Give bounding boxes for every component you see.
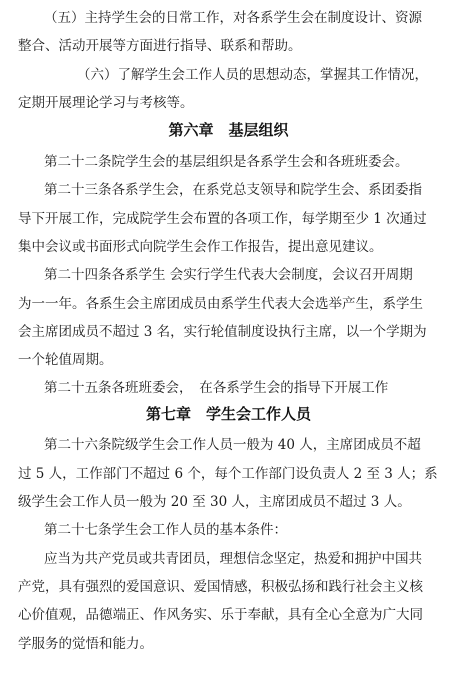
article-23-line-3: 集中会议或书面形式向院学生会作工作报告，提出意见建议。 (18, 239, 383, 255)
article-26-line-3: 级学生会工作人员一般为 20 至 30 人，主席团成员不超过 3 人。 (18, 494, 411, 510)
article-23-line-2: 导下开展工作，完成院学生会布置的各项工作，每学期至少 1 次通过 (18, 211, 427, 227)
item-5-line-1: （五）主持学生会的日常工作，对各系学生会在制度设计、资源 (44, 10, 422, 26)
conditions-line-4: 学服务的觉悟和能力。 (18, 636, 153, 652)
article-22: 第二十二条院学生会的基层组织是各系学生会和各班班委会。 (44, 154, 409, 170)
article-27: 第二十七条学生会工作人员的基本条件： (44, 522, 287, 538)
conditions-line-1: 应当为共产党员或共青团员，理想信念坚定，热爱和拥护中国共 (44, 551, 422, 567)
article-24-line-2: 为一一年。各系生会主席团成员由系学生代表大会选举产生，系学生 (18, 296, 423, 312)
item-6-line-2: 定期开展理论学习与考核等。 (18, 95, 194, 111)
article-23-line-1: 第二十三条各系学生会，在系党总支领导和院学生会、系团委指 (44, 182, 422, 198)
article-24-line-1: 第二十四条各系学生 会实行学生代表大会制度，会议召开周期 (44, 267, 413, 283)
chapter-6-title: 第六章 基层组织 (168, 121, 289, 139)
conditions-line-2: 产党，具有强烈的爱国意识、爱国情感，积极弘扬和践行社会主义核 (18, 579, 423, 595)
article-25: 第二十五条各班班委会， 在各系学生会的指导下开展工作 (44, 380, 389, 396)
item-5-line-2: 整合、活动开展等方面进行指导、联系和帮助。 (18, 38, 302, 54)
article-26-line-2: 过 5 人，工作部门不超过 6 个，每个工作部门设负责人 2 至 3 人；系 (18, 466, 438, 482)
conditions-line-3: 心价值观，品德端正、作风务实、乐于奉献，具有全心全意为广大同 (18, 607, 423, 623)
article-24-line-4: 一个轮值周期。 (18, 352, 113, 368)
article-26-line-1: 第二十六条院级学生会工作人员一般为 40 人，主席团成员不超 (44, 437, 421, 453)
chapter-7-title: 第七章 学生会工作人员 (145, 405, 311, 423)
article-24-line-3: 会主席团成员不超过 3 名，实行轮值制度设执行主席，以一个学期为 (18, 324, 427, 340)
item-6-line-1: （六）了解学生会工作人员的思想动态，掌握其工作情况， (77, 67, 428, 83)
